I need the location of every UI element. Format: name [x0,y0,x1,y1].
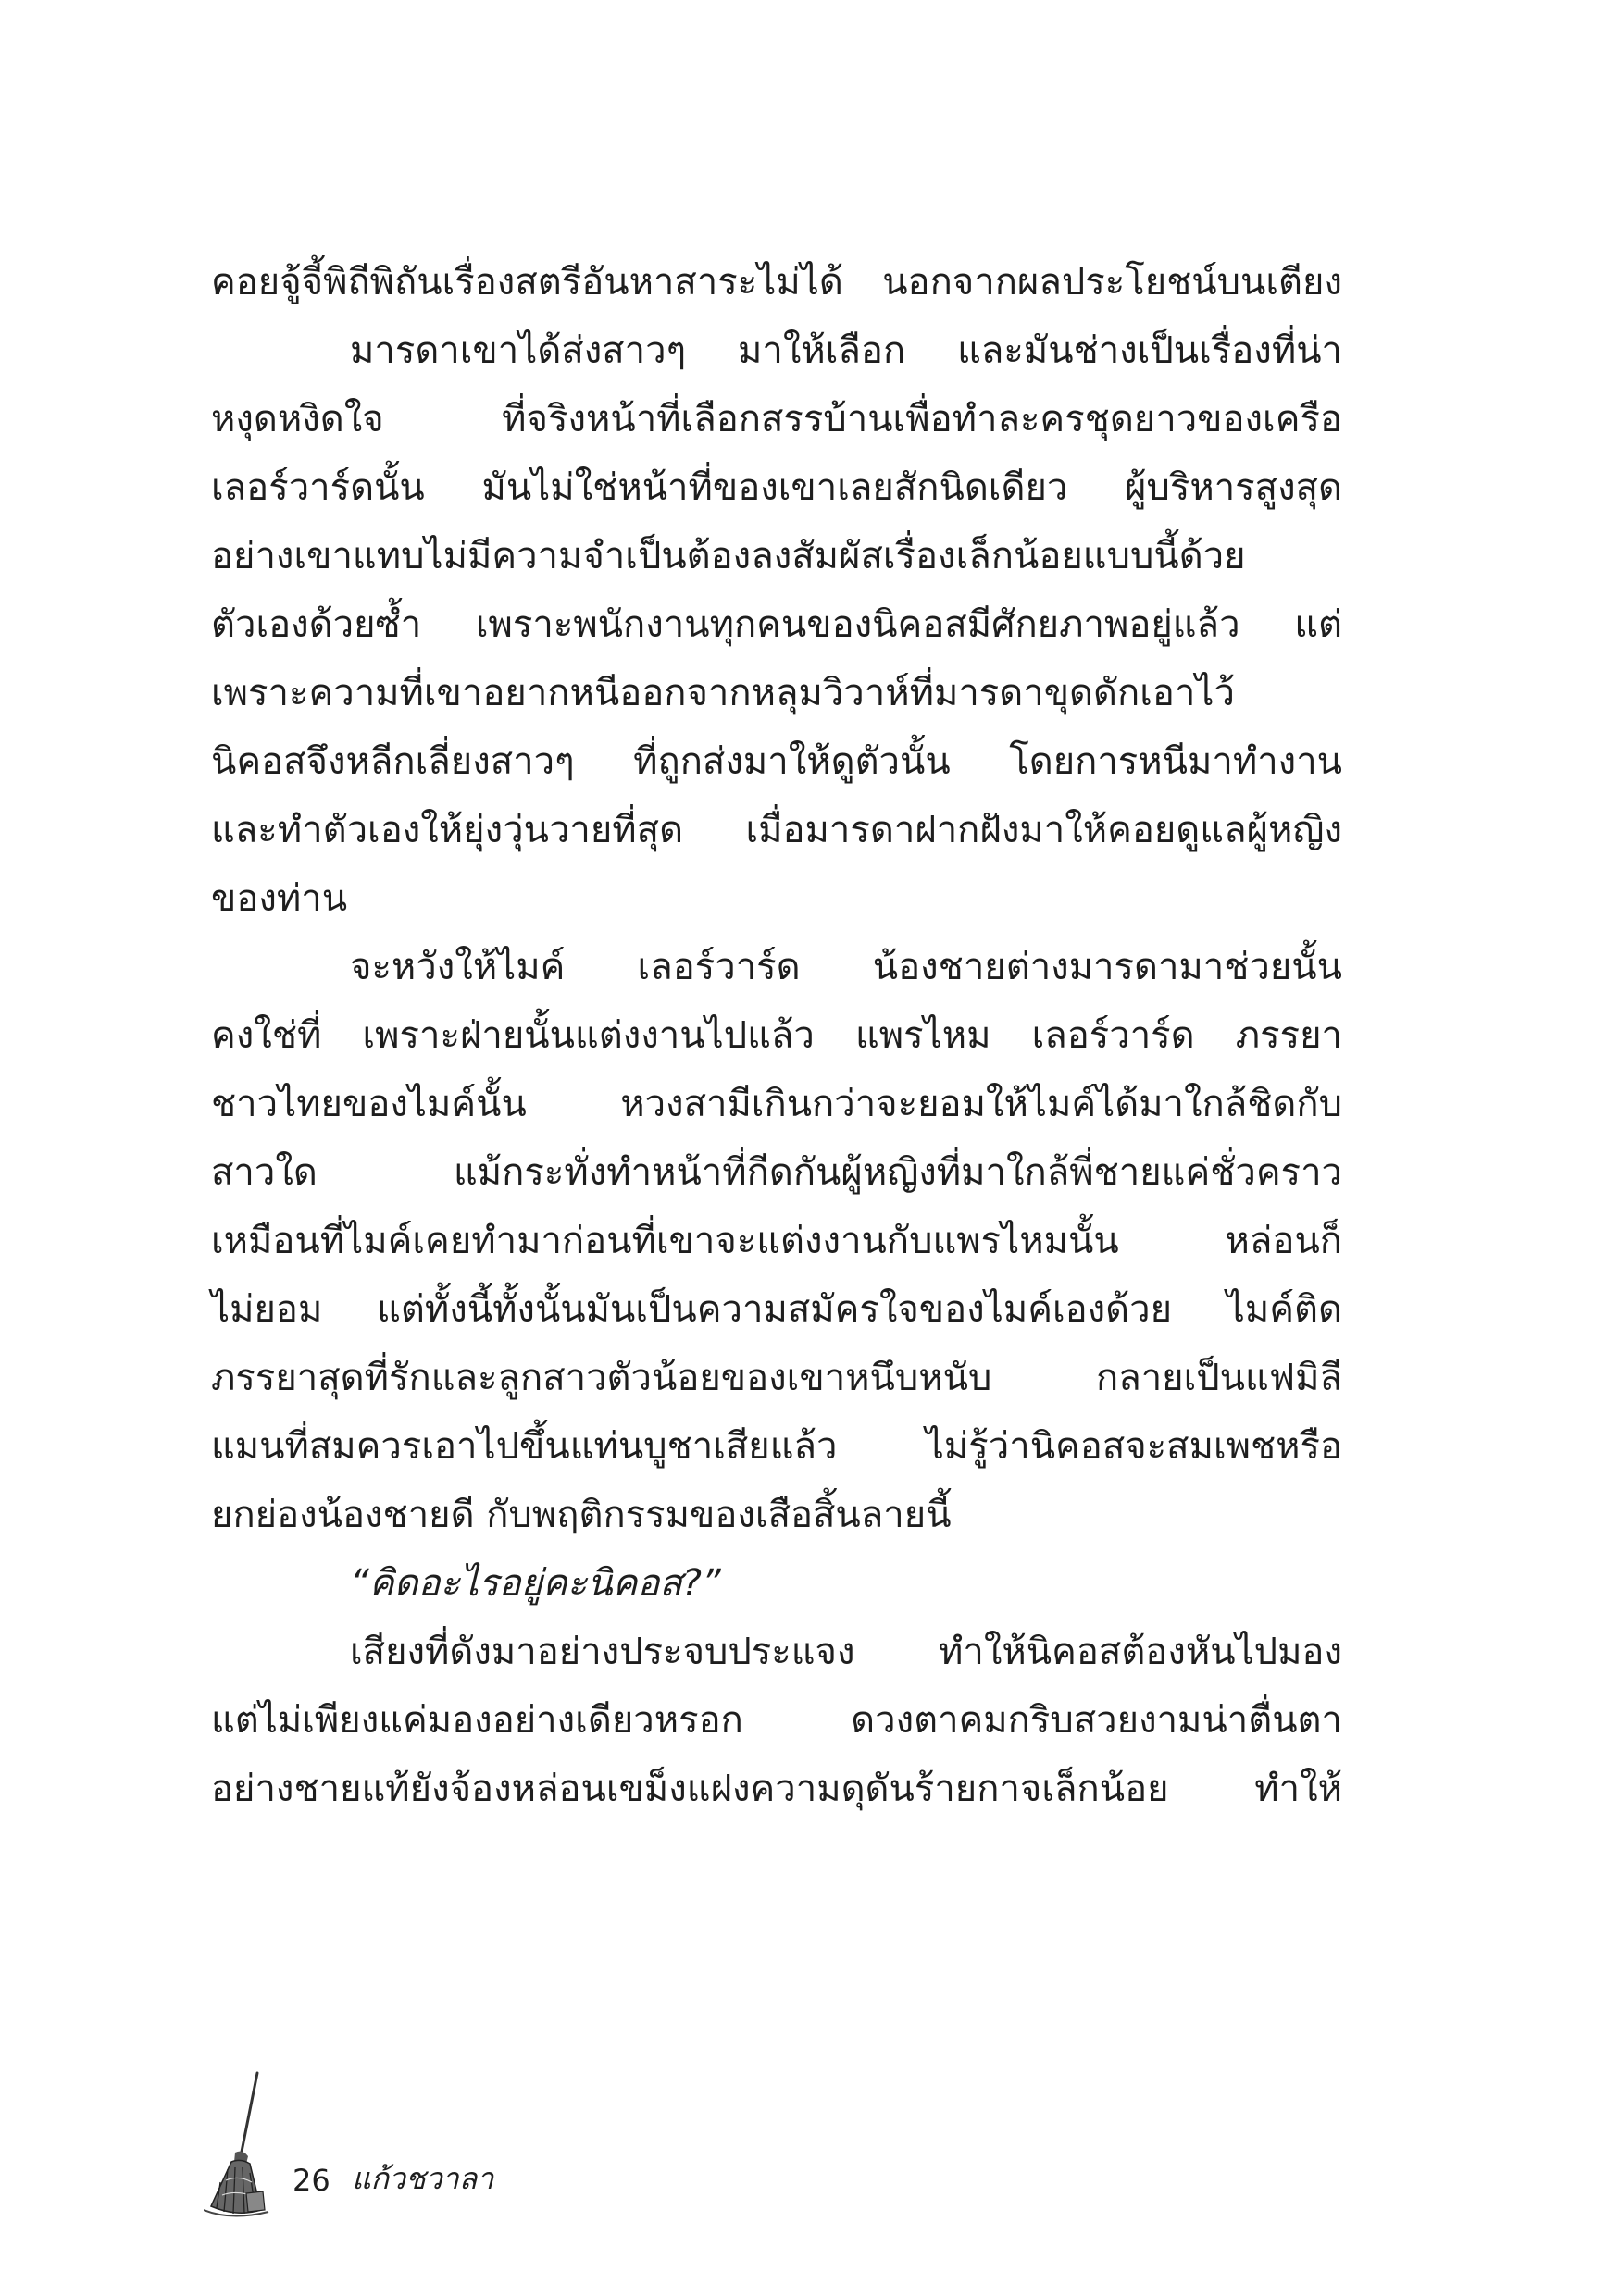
page-footer [204,2071,592,2219]
text-line: เลอร์วาร์ดนั้น มันไม่ใช่หน้าที่ของเขาเลยสักนิดเดียว ผู้บริหารสูงสุด [211,466,1342,509]
text-line: ไม่ยอม แต่ทั้งนี้ทั้งนั้นมันเป็นความสมัครใจของไมค์เองด้วย ไมค์ติด [211,1288,1342,1331]
main-text [211,248,1342,1823]
text-line: จะหวังให้ไมค์ เลอร์วาร์ด น้องชายต่างมารดามาช่วยนั้น [350,946,1342,988]
text-line: ยกย่องน้องชายดี กับพฤติกรรมของเสือสิ้นลายนี้ [211,1494,952,1536]
text-line: เพราะความที่เขาอยากหนีออกจากหลุมวิวาห์ที่มารดาขุดดักเอาไว้ [211,672,1235,714]
text-line: สาวใด แม้กระทั่งทำหน้าที่กีดกันผู้หญิงที่มาใกล้พี่ชายแค่ชั่วคราว [211,1151,1342,1194]
dialogue-line: “คิดอะไรอยู่คะนิคอส?” [350,1562,721,1605]
text-line: อย่างเขาแทบไม่มีความจำเป็นต้องลงสัมผัสเรื่องเล็กน้อยแบบนี้ด้วย [211,535,1246,577]
text-line: นิคอสจึงหลีกเลี่ยงสาวๆ ที่ถูกส่งมาให้ดูตัวนั้น โดยการหนีมาทำงาน [211,740,1342,783]
broom-icon [204,2071,272,2219]
text-line: และทำตัวเองให้ยุ่งวุ่นวายที่สุด เมื่อมารดาฝากฝังมาให้คอยดูแลผู้หญิง [211,809,1342,851]
text-line: เสียงที่ดังมาอย่างประจบประแจง ทำให้นิคอสต้องหันไปมอง [350,1631,1342,1673]
text-line: ของท่าน [211,877,348,920]
text-line: แมนที่สมควรเอาไปขึ้นแท่นบูชาเสียแล้ว ไม่รู้ว่านิคอสจะสมเพชหรือ [211,1425,1342,1468]
text-line: ชาวไทยของไมค์นั้น หวงสามีเกินกว่าจะยอมให้ไมค์ได้มาใกล้ชิดกับ [211,1083,1342,1125]
text-line: เหมือนที่ไมค์เคยทำมาก่อนที่เขาจะแต่งงานกับแพรไหมนั้น หล่อนก็ [211,1220,1342,1262]
text-line: มารดาเขาได้ส่งสาวๆ มาให้เลือก และมันช่างเป็นเรื่องที่น่า [350,329,1342,372]
text-line: อย่างชายแท้ยังจ้องหล่อนเขม็งแฝงความดุดันร้ายกาจเล็กน้อย ทำให้ [211,1768,1342,1810]
text-line: คงใช่ที่ เพราะฝ่ายนั้นแต่งงานไปแล้ว แพรไหม เลอร์วาร์ด ภรรยา [211,1014,1342,1057]
book-title: แก้วชวาลา [352,2161,494,2196]
text-line: คอยจู้จี้พิถีพิถันเรื่องสตรีอันหาสาระไม่ได้ นอกจากผลประโยชน์บนเตียง [211,261,1342,304]
text-line: หงุดหงิดใจ ที่จริงหน้าที่เลือกสรรบ้านเพื่อทำละครชุดยาวของเครือ [211,398,1342,441]
text-line: ตัวเองด้วยซ้ำ เพราะพนักงานทุกคนของนิคอสมีศักยภาพอยู่แล้ว แต่ [211,603,1342,646]
page-number: 26 [293,2163,330,2198]
text-line: ภรรยาสุดที่รักและลูกสาวตัวน้อยของเขาหนึบหนับ กลายเป็นแฟมิลี [211,1357,1342,1399]
text-line: แต่ไม่เพียงแค่มองอย่างเดียวหรอก ดวงตาคมกริบสวยงามน่าตื่นตา [211,1699,1342,1742]
